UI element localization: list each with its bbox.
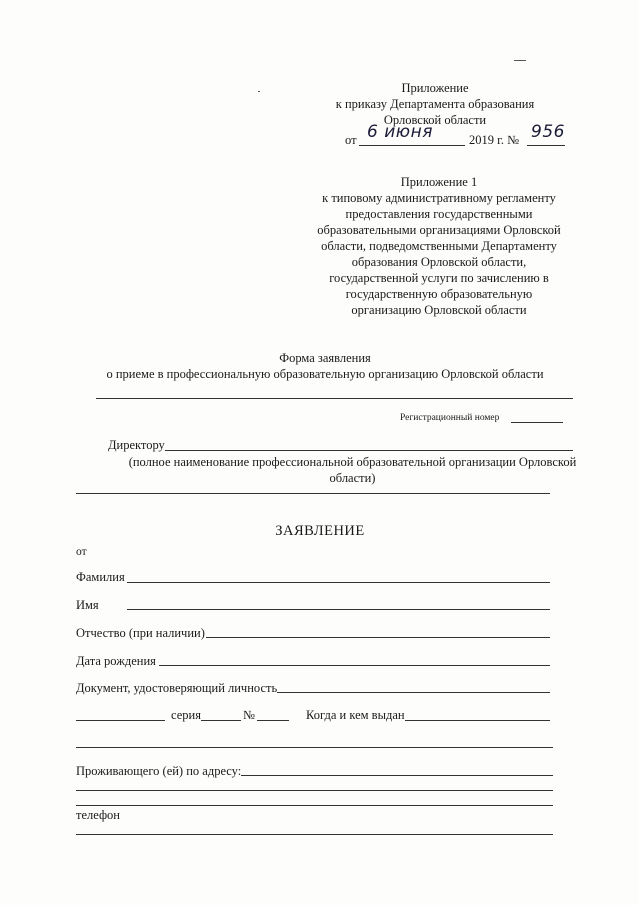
appendix1-line: предоставления государственными xyxy=(345,207,533,221)
address-label: Проживающего (ей) по адресу: xyxy=(76,764,242,778)
form-title xyxy=(60,350,590,382)
director-field-extra[interactable] xyxy=(76,493,550,494)
appendix1-line: области, подведомственными Департаменту xyxy=(321,239,557,253)
scan-mark xyxy=(258,91,260,92)
director-hint xyxy=(120,454,585,486)
appendix1-line: государственную образовательную xyxy=(345,287,533,301)
document-field[interactable] xyxy=(277,692,550,693)
address-field-extra[interactable] xyxy=(76,805,553,806)
series-label: серия xyxy=(171,708,201,722)
appendix-date-handwritten: 6 июня xyxy=(367,122,433,142)
registration-number-field[interactable] xyxy=(511,422,563,423)
scan-mark xyxy=(514,60,526,61)
appendix-block xyxy=(300,80,570,128)
director-label: Директору xyxy=(108,438,165,452)
patronymic-label: Отчество (при наличии) xyxy=(76,626,205,640)
document-type-field[interactable] xyxy=(76,720,165,721)
surname-field[interactable] xyxy=(127,582,550,583)
date-underline xyxy=(359,145,465,146)
document-number-field[interactable] xyxy=(257,720,289,721)
name-label: Имя xyxy=(76,598,99,612)
appendix-number-handwritten: 956 xyxy=(531,122,565,142)
phone-field[interactable] xyxy=(76,834,553,835)
appendix1-line: образовательными организациями Орловской xyxy=(317,223,561,237)
appendix1-line: государственной услуги по зачислению в xyxy=(329,271,549,285)
appendix1-line: организацию Орловской области xyxy=(351,303,527,317)
series-field[interactable] xyxy=(201,720,241,721)
surname-label: Фамилия xyxy=(76,570,125,584)
appendix1-title: Приложение 1 xyxy=(400,175,478,189)
form-title-rule xyxy=(96,398,573,399)
document-label: Документ, удостоверяющий личность xyxy=(76,681,278,695)
appendix-line2: Орловской области xyxy=(383,113,487,127)
phone-label: телефон xyxy=(76,808,120,822)
director-hint-line1: (полное наименование профессиональной образовательной организации Орловской xyxy=(128,455,577,469)
appendix1-block xyxy=(298,174,580,318)
address-field-extra[interactable] xyxy=(76,790,553,791)
appendix1-line: образования Орловской области, xyxy=(351,255,527,269)
director-field[interactable] xyxy=(165,450,573,451)
appendix1-line: к типовому административному регламенту xyxy=(322,191,556,205)
name-field[interactable] xyxy=(127,609,550,610)
address-field[interactable] xyxy=(241,775,553,776)
appendix-date-prefix: от xyxy=(345,133,357,147)
issued-field-extra[interactable] xyxy=(76,747,553,748)
birthdate-label: Дата рождения xyxy=(76,654,156,668)
appendix-year-text: 2019 г. № xyxy=(469,133,520,147)
issued-label: Когда и кем выдан xyxy=(306,708,405,722)
appendix-title: Приложение xyxy=(401,81,469,95)
form-title-line2: о приеме в профессиональную образовательную организацию Орловской области xyxy=(106,367,544,381)
director-hint-line2: области) xyxy=(329,471,376,485)
patronymic-field[interactable] xyxy=(206,637,550,638)
number-underline xyxy=(527,145,565,146)
statement-heading: ЗАЯВЛЕНИЕ xyxy=(275,523,365,539)
number-sign-label: № xyxy=(243,708,255,722)
form-title-line1: Форма заявления xyxy=(279,351,371,365)
from-label: от xyxy=(76,546,87,558)
appendix-date-line xyxy=(345,122,575,152)
issued-field[interactable] xyxy=(405,720,550,721)
birthdate-field[interactable] xyxy=(159,665,550,666)
appendix-line1: к приказу Департамента образования xyxy=(335,97,535,111)
registration-label: Регистрационный номер xyxy=(400,413,500,423)
